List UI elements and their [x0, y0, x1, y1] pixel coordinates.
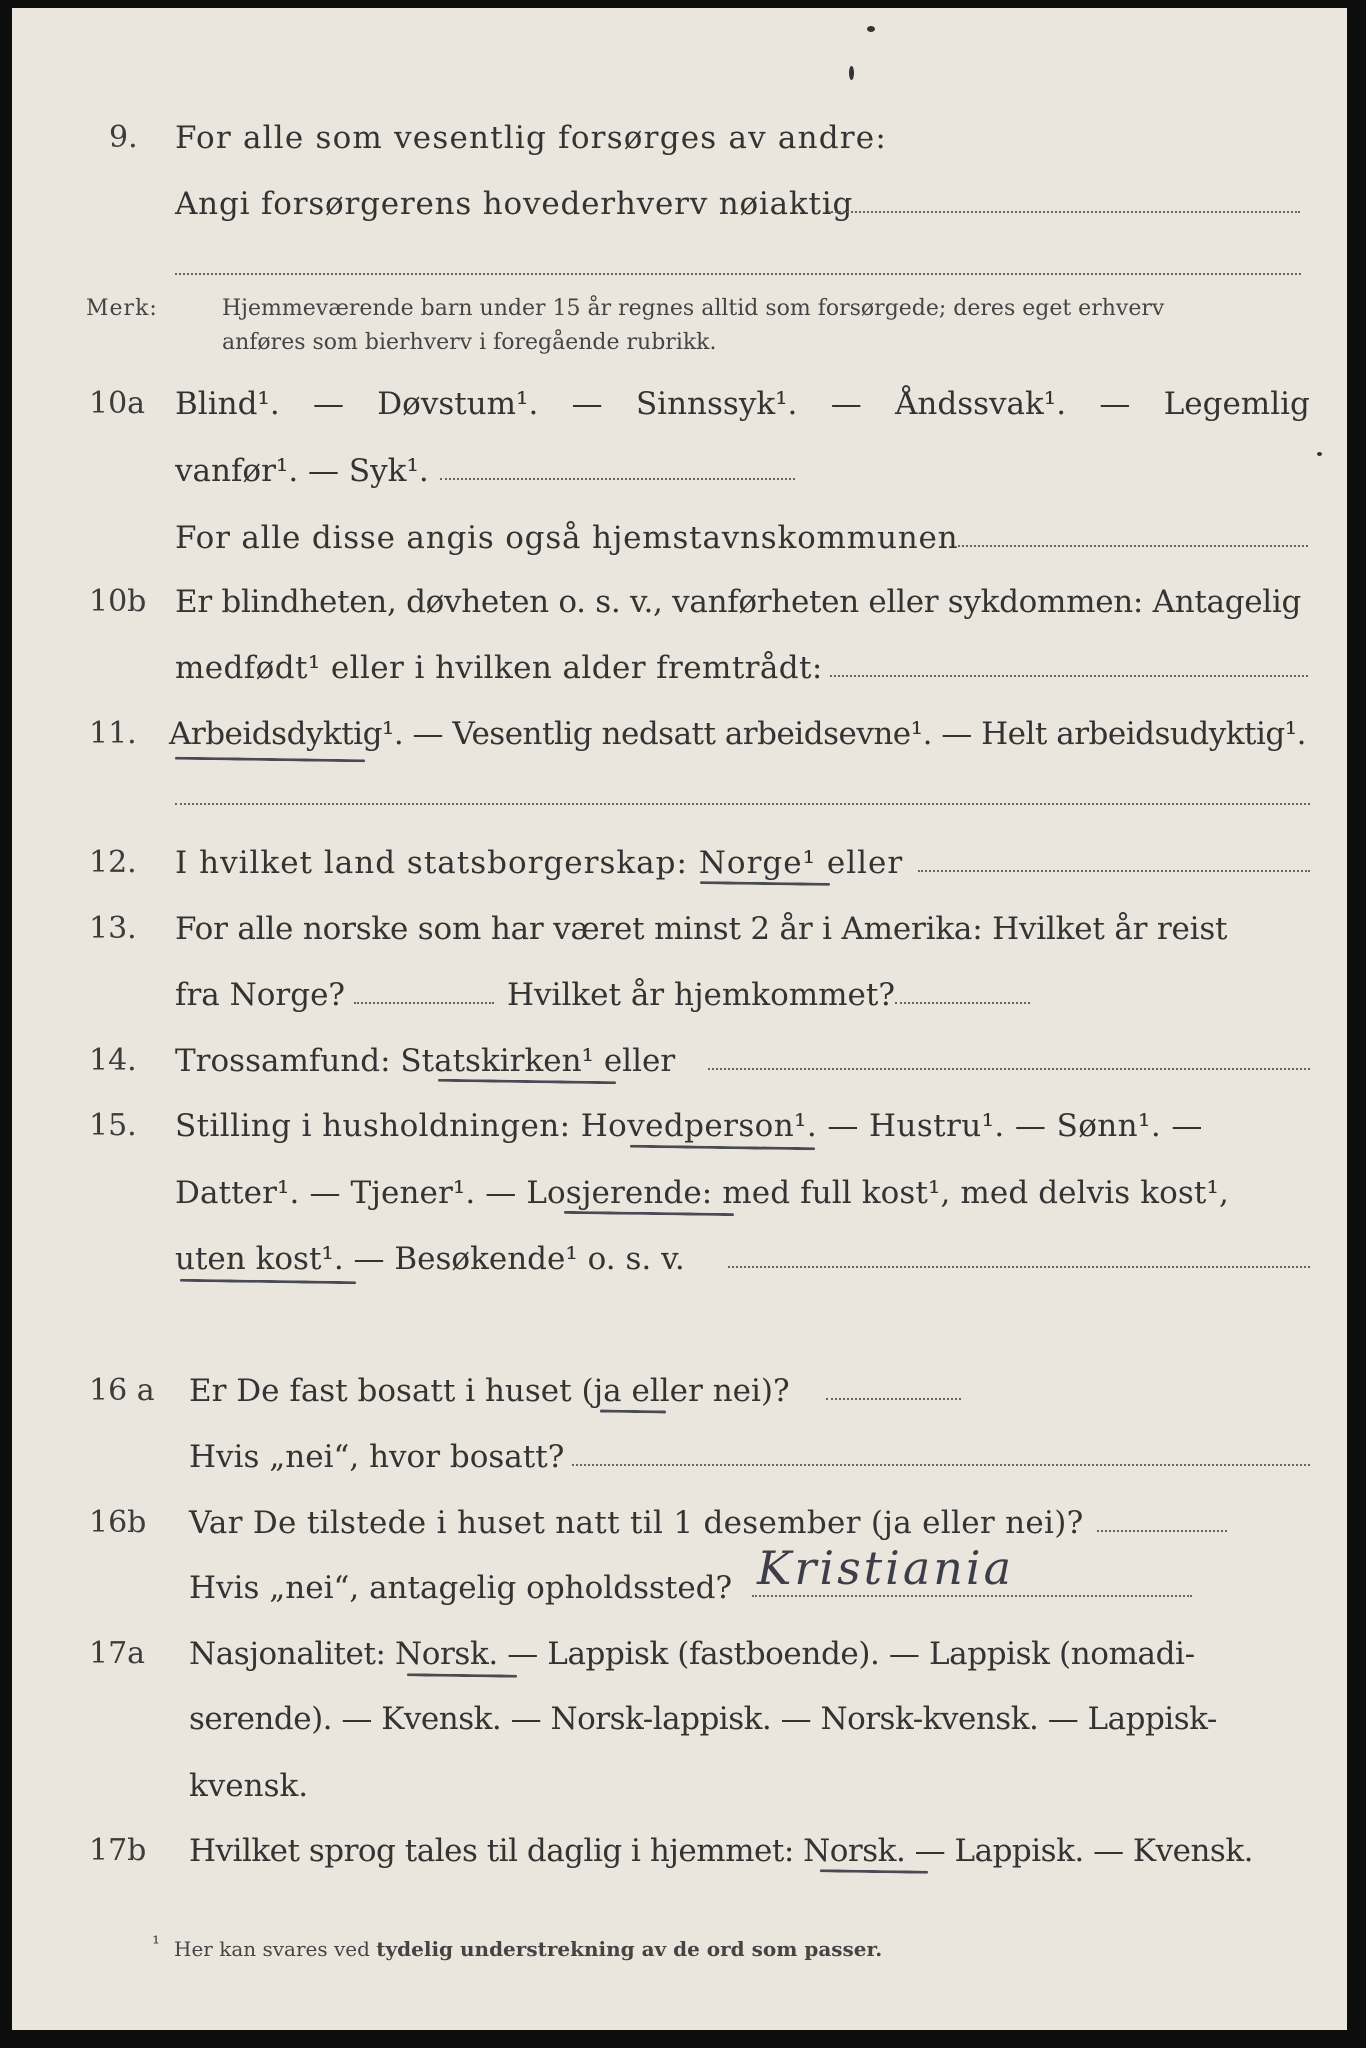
answer-line	[175, 273, 1301, 275]
question-text: Datter¹. — Tjener¹. — Losjerende: med full kost¹, med delvis kost¹,	[175, 1175, 1229, 1211]
question-number: 16 a	[89, 1373, 155, 1408]
ink-speck	[849, 66, 854, 80]
question-text	[175, 379, 1310, 429]
answer-line	[354, 1002, 494, 1004]
question-text: Hvilket år hjemkommet?	[507, 977, 895, 1013]
answer-line	[826, 1398, 961, 1400]
question-text: Arbeidsdyktig¹. — Vesentlig nedsatt arbeidsevne¹. — Helt arbeidsudyktig¹.	[169, 716, 1307, 752]
answer-line	[175, 803, 1310, 805]
question-text: For alle som vesentlig forsørges av andre:	[175, 120, 887, 156]
question-number: 11.	[89, 716, 137, 751]
ink-speck	[1317, 452, 1322, 456]
question-number: 10a	[89, 386, 146, 421]
question-text: Hvis „nei“, hvor bosatt?	[189, 1439, 565, 1475]
question-text: Angi forsørgerens hovederhverv nøiaktig	[175, 186, 854, 222]
ink-speck	[867, 26, 875, 32]
footnote-mark: ¹	[152, 1931, 161, 1955]
dash: —	[571, 386, 603, 422]
note-text: Hjemmeværende barn under 15 år regnes alltid som forsørgede; deres eget erhverv	[222, 296, 1165, 321]
answer-line	[895, 1002, 1030, 1004]
option: Blind¹.	[175, 386, 280, 422]
note-text: anføres som bierhverv i foregående rubrikk.	[222, 330, 717, 355]
question-number: 12.	[89, 845, 137, 880]
question-text: Er De fast bosatt i huset (ja eller nei)?	[189, 1373, 790, 1409]
question-text: uten kost¹. — Besøkende¹ o. s. v.	[175, 1241, 685, 1277]
question-number: 15.	[89, 1108, 137, 1143]
question-text: I hvilket land statsborgerskap: Norge¹ eller	[175, 845, 904, 881]
question-text: Var De tilstede i huset natt til 1 desember (ja eller nei)?	[189, 1505, 1084, 1541]
question-text: For alle disse angis også hjemstavnskommunen	[175, 520, 959, 556]
note-label: Merk:	[86, 296, 158, 321]
answer-line	[1097, 1530, 1227, 1532]
footnote-plain: Her kan svares ved	[174, 1937, 370, 1961]
question-text: For alle norske som har været minst 2 år i Amerika: Hvilket år reist	[175, 911, 1228, 947]
option: Legemlig	[1163, 386, 1310, 422]
answer-line	[830, 675, 1308, 677]
question-text: medfødt¹ eller i hvilken alder fremtrådt:	[175, 650, 823, 686]
answer-line	[828, 211, 1300, 213]
question-number: 10b	[89, 584, 147, 619]
question-number: 9.	[109, 120, 138, 155]
question-text: Hvilket sprog tales til daglig i hjemmet: Norsk. — Lappisk. — Kvensk.	[189, 1833, 1253, 1869]
question-number: 13.	[89, 911, 137, 946]
footnote-bold: tydelig understrekning av de ord som passer.	[376, 1937, 883, 1961]
footnote-text	[174, 1934, 882, 1964]
answer-line	[708, 1068, 1310, 1070]
question-number: 17b	[89, 1833, 147, 1868]
question-text: kvensk.	[189, 1768, 309, 1804]
question-text: Er blindheten, døvheten o. s. v., vanførheten eller sykdommen: Antagelig	[175, 584, 1302, 620]
question-number: 16b	[89, 1505, 147, 1540]
question-text: fra Norge?	[175, 977, 346, 1013]
question-text: Trossamfund: Statskirken¹ eller	[175, 1043, 676, 1079]
question-text: Stilling i husholdningen: Hovedperson¹. — Hustru¹. — Sønn¹. —	[175, 1108, 1203, 1144]
census-form-page	[12, 8, 1347, 2030]
answer-line	[728, 1266, 1310, 1268]
answer-line	[572, 1464, 1310, 1466]
option: Åndssvak¹.	[895, 386, 1067, 422]
question-text: serende). — Kvensk. — Norsk-lappisk. — Norsk-kvensk. — Lappisk-	[189, 1701, 1217, 1737]
dash: —	[830, 386, 862, 422]
option: Døvstum¹.	[377, 386, 539, 422]
handwritten-answer: Kristiania	[757, 1541, 1015, 1595]
dash: —	[313, 386, 344, 422]
answer-line	[958, 545, 1308, 547]
question-number: 14.	[89, 1043, 137, 1078]
question-text: vanfør¹. — Syk¹.	[175, 453, 429, 489]
answer-line	[440, 478, 795, 480]
question-text: Hvis „nei“, antagelig opholdssted?	[189, 1570, 733, 1606]
option: Sinnssyk¹.	[635, 386, 798, 422]
dash: —	[1099, 386, 1131, 422]
question-number: 17a	[89, 1636, 146, 1671]
question-text: Nasjonalitet: Norsk. — Lappisk (fastboende). — Lappisk (nomadi-	[189, 1636, 1195, 1672]
answer-line	[918, 870, 1310, 872]
